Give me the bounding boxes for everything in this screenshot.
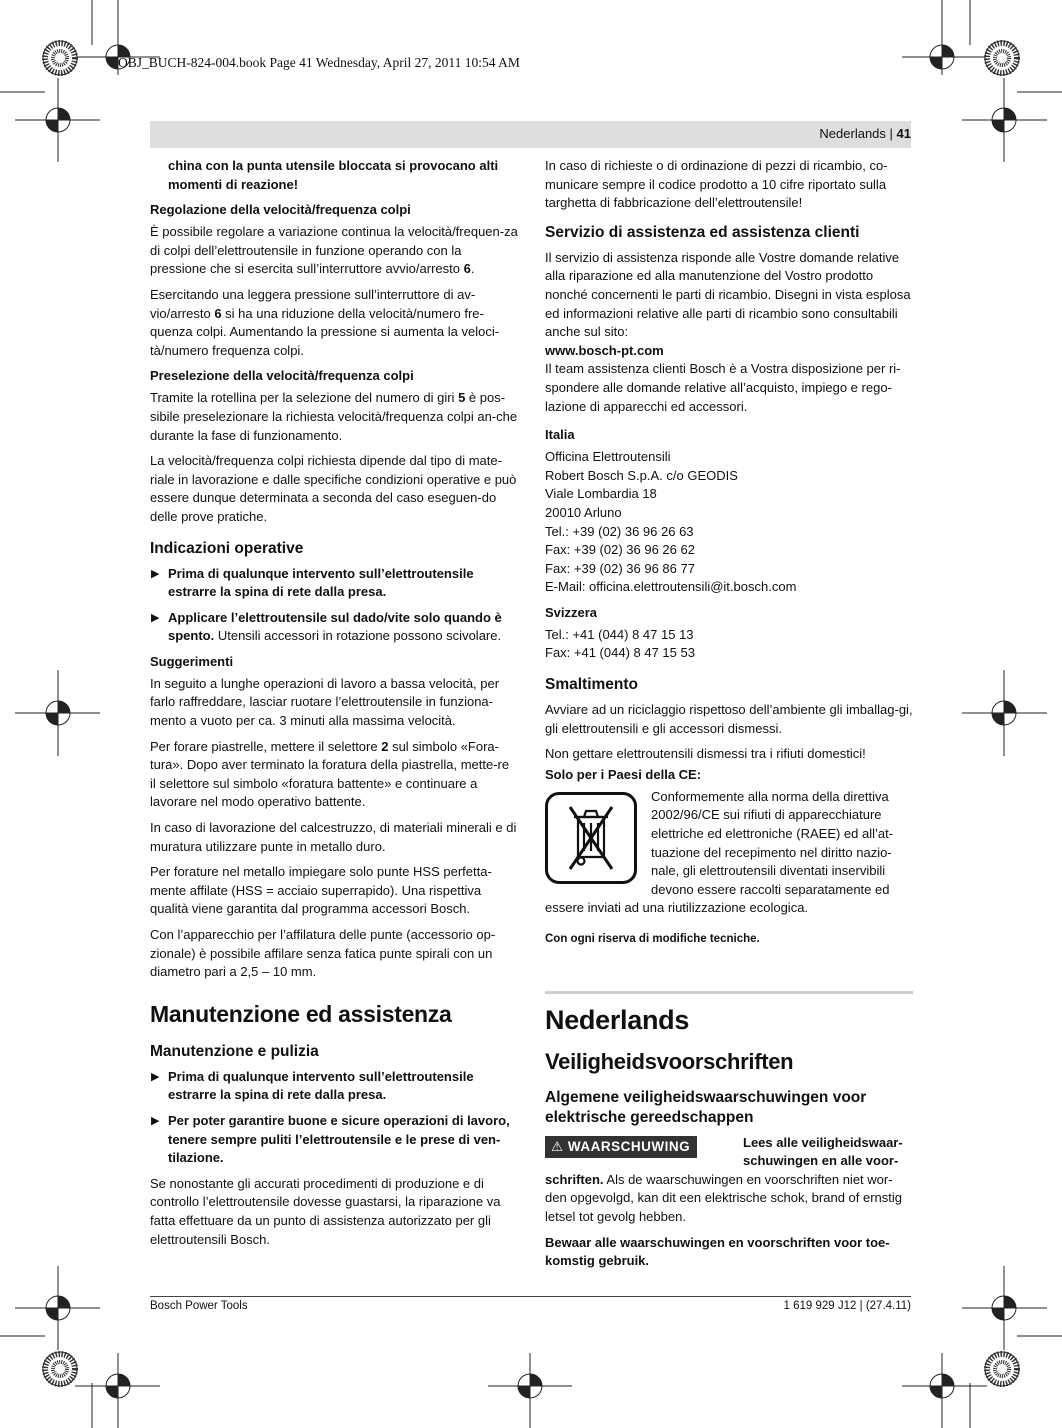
page-header <box>819 126 911 141</box>
triangle-bullet-icon: ▶ <box>151 567 160 580</box>
para-tips-1: In seguito a lunghe operazioni di lavoro a bassa velocità, per farlo raffreddare, lasciar ruotare l’elettroutensile in funziona-mento a vuoto per ca. 3 minuti alla massima velocità. <box>150 675 500 729</box>
para-keep-warnings: Bewaar alle waarschuwingen en voorschriften voor toe-komstig gebruik. <box>545 1234 890 1269</box>
warning-lead: Lees alle veiligheidswaar-schuwingen en alle voor- <box>743 1134 903 1169</box>
footer-rule <box>150 1296 911 1297</box>
triangle-bullet-icon: ▶ <box>151 1070 160 1083</box>
triangle-bullet-icon: ▶ <box>151 611 160 624</box>
svizzera-contacts <box>545 626 913 663</box>
para-speed-2: Esercitando una leggera pressione sull’interruttore di av-vio/arresto 6 si ha una riduzione della velocità/numero fre-quenza colpi. Aumentando la pressione si aumenta la veloci-tà/numero frequenza colpi. <box>150 286 500 358</box>
page-number: 41 <box>896 126 911 141</box>
italia-line: 20010 Arluno <box>545 504 622 520</box>
heading-tips: Suggerimenti <box>150 653 234 669</box>
footer-brand: Bosch Power Tools <box>150 1300 248 1312</box>
left-column <box>150 157 518 1256</box>
triangle-bullet-icon: ▶ <box>151 1114 160 1127</box>
service-url[interactable]: www.bosch-pt.com <box>545 342 664 358</box>
heading-eu-only: Solo per i Paesi della CE: <box>545 766 702 782</box>
para-disposal-1: Avviare ad un riciclaggio rispettoso dell’ambiente gli imballag-gi, gli elettroutensili e gli accessori dismessi. <box>545 702 913 736</box>
italia-address <box>545 448 913 597</box>
italia-line: Tel.: +39 (02) 36 96 26 63 <box>545 523 694 539</box>
heading-cleaning: Manutenzione e pulizia <box>150 1042 319 1060</box>
weee-block <box>545 786 913 900</box>
weee-bin-icon <box>545 792 637 884</box>
intro-warning: china con la punta utensile bloccata si provocano alti momenti di reazione! <box>168 158 499 192</box>
para-presel-1: Tramite la rotellina per la selezione del numero di giri 5 è pos-sibile preselezionare la richiesta velocità/frequenza colpi an-che durante la fase di funzionamento. <box>150 390 518 443</box>
italia-line: Viale Lombardia 18 <box>545 486 657 502</box>
heading-general-warnings: Algemene veiligheidswaarschuwingen voor elektrische gereedschappen <box>545 1088 867 1126</box>
italia-email[interactable]: E-Mail: officina.elettroutensili@it.bosch.com <box>545 579 797 595</box>
heading-safety: Veiligheidsvoorschriften <box>545 1048 794 1074</box>
para-tips-2: Per forare piastrelle, mettere il selettore 2 sul simbolo «Fora-tura». Dopo aver terminato la foratura della piastrella, mette-re il selettore sul simbolo «foratura battente» e continuare a lavorare nel modo operativo battente. <box>150 738 510 810</box>
heading-maintenance: Manutenzione ed assistenza <box>150 1000 452 1027</box>
para-presel-2: La velocità/frequenza colpi richiesta dipende dal tipo di mate-riale in lavorazione e dalle specifiche condizioni operative e può essere dunque determinata a seconda del caso eseguen-do delle prove pratiche. <box>150 453 517 524</box>
italia-line: Fax: +39 (02) 36 96 86 77 <box>545 560 695 576</box>
footer-doc-code: 1 619 929 J12 | (27.4.11) <box>783 1300 911 1312</box>
bullet-ops-2: ▶ Applicare l’elettroutensile sul dado/vite solo quando è spento. Utensili accessori in rotazione possono scivolare. <box>151 609 502 644</box>
warning-block <box>545 1134 913 1227</box>
warning-text: schriften. Als de waarschuwingen en voorschriften niet wor-den opgevolgd, kan dit een elektrische schok, brand of ernstig letsel tot gevolg hebben. <box>545 1171 903 1224</box>
bullet-clean-2: ▶ Per poter garantire buone e sicure operazioni di lavoro, tenere sempre puliti l’elettroutensile e le prese di ven-tilazione. <box>151 1112 510 1166</box>
para-speed-1: È possibile regolare a variazione continua la velocità/frequen-za di colpi dell’elettroutensile in funzione operando con la pressione che si esercita sull’interruttore avvio/arresto 6. <box>150 224 518 277</box>
bullet-ops-1: ▶ Prima di qualunque intervento sull’elettroutensile estrarre la spina di rete dalla presa. <box>151 565 474 600</box>
para-tips-5: Con l’apparecchio per l’affilatura delle punte (accessorio op-zionale) è possibile affilare senza fatica punte spirali con un diametro pari a 2,5 – 10 mm. <box>150 927 496 980</box>
warning-triangle-icon: ⚠ <box>551 1138 564 1154</box>
italia-line: Officina Elettroutensili <box>545 449 671 465</box>
para-disposal-2: Non gettare elettroutensili dismessi tra i rifiuti domestici! <box>545 746 866 762</box>
para-spare-parts: In caso di richieste o di ordinazione di pezzi di ricambio, co-municare sempre il codice prodotto a 10 cifre riportato sulla targhetta di fabbricazione dell’elettroutensile! <box>545 158 888 211</box>
header-separator: | <box>885 126 897 141</box>
bullet-clean-1: ▶ Prima di qualunque intervento sull’elettroutensile estrarre la spina di rete dalla presa. <box>151 1068 474 1103</box>
heading-svizzera: Svizzera <box>545 604 598 620</box>
heading-disposal: Smaltimento <box>545 676 639 694</box>
heading-preselection: Preselezione della velocità/frequenza colpi <box>150 368 414 384</box>
warning-badge: ⚠ WAARSCHUWING <box>545 1136 697 1159</box>
para-weee: Conformemente alla norma della direttiva 2002/96/CE sui rifiuti di apparecchiature elettriche ed elettroniche (RAEE) ed all’at-tuazione del recepimento nel diritto nazio-nale, gli elettroutensili diventati inservibili devono essere raccolti separatamente ed <box>651 788 894 897</box>
page-header-band <box>150 121 911 148</box>
book-slug-line: OBJ_BUCH-824-004.book Page 41 Wednesday, April 27, 2011 10:54 AM <box>118 55 520 70</box>
svizzera-line: Tel.: +41 (044) 8 47 15 13 <box>545 626 694 642</box>
technical-reserve: Con ogni riserva di modifiche tecniche. <box>545 933 760 945</box>
para-clean: Se nonostante gli accurati procedimenti di produzione e di controllo l’elettroutensile dovesse guastarsi, la riparazione va fatta effettuare da un punto di assistenza autorizzato per gli elettroutensili Bosch. <box>150 1175 501 1247</box>
heading-nederlands: Nederlands <box>545 1004 690 1035</box>
header-section: Nederlands <box>819 126 886 141</box>
italia-line: Robert Bosch S.p.A. c/o GEODIS <box>545 467 738 483</box>
svizzera-line: Fax: +41 (044) 8 47 15 53 <box>545 645 695 661</box>
section-divider <box>545 991 913 994</box>
para-weee-cont: essere inviati ad una riutilizzazione ecologica. <box>545 900 809 916</box>
para-team: Il team assistenza clienti Bosch è a Vostra disposizione per ri-spondere alle domande relative all’acquisto, impiego e rego-lazione di apparecchi ed accessori. <box>545 361 901 414</box>
heading-operating: Indicazioni operative <box>150 539 304 557</box>
para-tips-3: In caso di lavorazione del calcestruzzo, di materiali minerali e di muratura utilizzare punte in metallo duro. <box>150 820 517 854</box>
para-service: Il servizio di assistenza risponde alle Vostre domande relative alla riparazione ed alla manutenzione del Vostro prodotto nonché concernenti le parti di ricambio. Disegni in vista esplosa ed informazioni relative alle parti di ricambio sono consultabili anche sul sito: <box>545 249 911 340</box>
right-column <box>545 157 913 1278</box>
heading-service: Servizio di assistenza ed assistenza clienti <box>545 223 860 241</box>
italia-line: Fax: +39 (02) 36 96 26 62 <box>545 542 695 558</box>
para-tips-4: Per forature nel metallo impiegare solo punte HSS perfetta-mente affilate (HSS = acciaio superrapido). Una rispettiva qualità viene garantita dal programma accessori Bosch. <box>150 864 492 917</box>
heading-italia: Italia <box>545 427 575 443</box>
heading-speed: Regolazione della velocità/frequenza colpi <box>150 202 411 218</box>
